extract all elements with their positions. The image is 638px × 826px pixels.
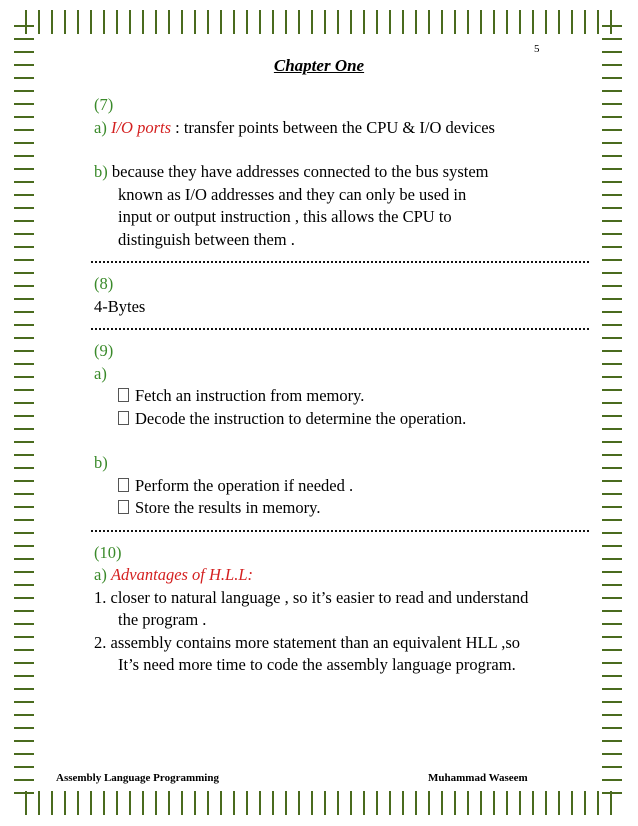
q9-a-prefix: a) [94, 363, 107, 383]
q10-a-title: Advantages of H.L.L: [110, 565, 254, 584]
bullet-box-icon [118, 500, 129, 514]
page-number: 5 [534, 43, 540, 55]
q7-a [94, 117, 604, 140]
page-content [94, 94, 604, 677]
bullet-box-icon [118, 411, 129, 425]
q10-a-prefix: a) [94, 565, 107, 584]
q8-answer: 4-Bytes [94, 296, 146, 316]
dotted-separator [90, 261, 590, 263]
bullet-box-icon [118, 388, 129, 402]
q10-item1-line2: the program . [118, 610, 207, 629]
q9-b-prefix: b) [94, 453, 108, 472]
q10-item1-line1: 1. closer to natural language , so it’s easier to read and understand [94, 587, 529, 607]
q10-label: (10) [94, 542, 122, 562]
palm-border-bottom [22, 791, 616, 815]
chapter-title: Chapter One [273, 56, 365, 75]
q10-a [94, 564, 604, 587]
footer-right: Muhammad Waseem [428, 772, 528, 784]
q7-b-prefix: b) [94, 162, 108, 181]
q7-b-line3: input or output instruction , this allows the CPU to [118, 207, 452, 226]
q7-b [94, 161, 604, 184]
q10-item2-line1: 2. assembly contains more statement than an equivalent HLL ,so [94, 632, 520, 652]
q10-item2-line2: It’s need more time to code the assembly language program. [118, 655, 516, 674]
q7-b-line4: distinguish between them . [118, 229, 295, 249]
q7-a-term: I/O ports [110, 117, 171, 137]
q7-label: (7) [94, 95, 114, 114]
q7-a-prefix: a) [94, 117, 107, 137]
dotted-separator [90, 328, 590, 330]
bullet-box-icon [118, 478, 129, 492]
q8-label: (8) [94, 274, 114, 293]
q7-b-line1: because they have addresses connected to the bus system [111, 162, 489, 181]
q7-a-rest: : transfer points between the CPU & I/O devices [171, 117, 495, 137]
dotted-separator [90, 530, 590, 532]
palm-border-top [22, 10, 616, 34]
palm-border-right [602, 22, 622, 804]
footer-left: Assembly Language Programming [56, 772, 219, 784]
q9-label: (9) [94, 341, 114, 360]
list-item: Decode the instruction to determine the operation. [94, 408, 604, 431]
palm-border-left [14, 22, 34, 804]
list-item: Fetch an instruction from memory. [94, 385, 604, 408]
list-item: Store the results in memory. [94, 497, 604, 520]
list-item: Perform the operation if needed . [94, 475, 604, 498]
q7-b-line2: known as I/O addresses and they can only be used in [118, 184, 467, 204]
